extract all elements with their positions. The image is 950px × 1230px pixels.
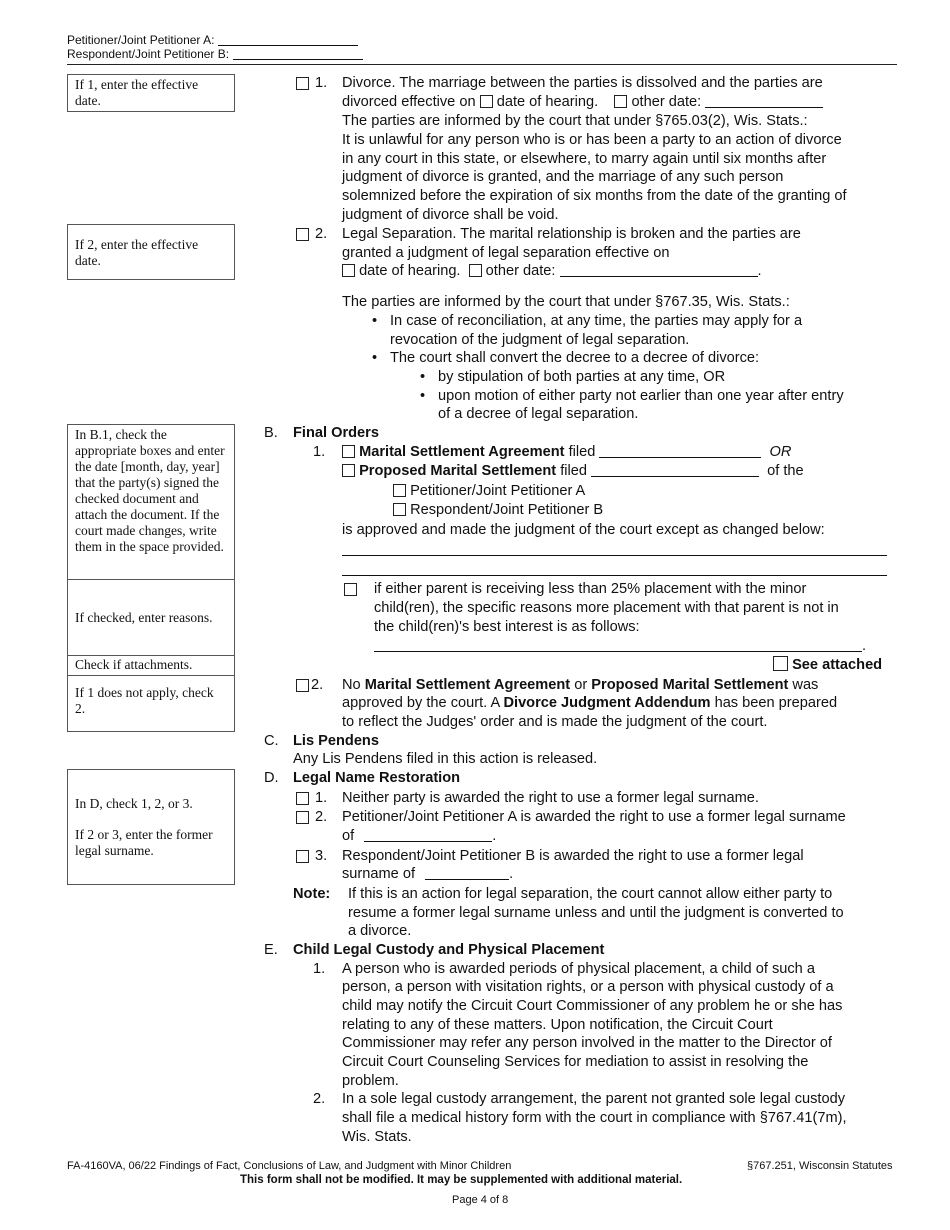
d2-of: of: [342, 828, 355, 844]
e1-line5: Circuit Court Counseling Services for mediation to assist in resolving the: [342, 1054, 809, 1070]
b1-approved: is approved and made the judgment of the court except as changed below:: [342, 522, 825, 538]
b1-pms-line: [342, 462, 804, 481]
placement-line2: child(ren), the specific reasons more placement with that parent is not in: [374, 600, 839, 616]
note-label: Note:: [293, 886, 331, 902]
msa-filed-date-field[interactable]: [599, 444, 761, 458]
pms-label: Proposed Marital Settlement: [359, 463, 557, 479]
a1-number: 1.: [315, 75, 328, 91]
e1-line1: person, a person with visitation rights, or a person with physical custody of a: [342, 979, 834, 995]
b2-was: was: [792, 677, 819, 693]
e1-number: 1.: [313, 961, 326, 977]
separation-date-of-hearing-checkbox[interactable]: [342, 264, 355, 277]
d-title: Legal Name Restoration: [293, 770, 461, 786]
a2-bullet4a: • upon motion of either party not earlier than one year after entry: [438, 387, 844, 406]
d3-surname-field[interactable]: [425, 866, 509, 880]
b2-prepared: has been prepared: [714, 695, 838, 711]
pms-respondent-b-checkbox[interactable]: [393, 503, 406, 516]
separation-other-date-field[interactable]: [560, 263, 758, 277]
b2-no: No: [342, 677, 361, 693]
e2-number: 2.: [313, 1091, 326, 1107]
b-title: Final Orders: [293, 425, 379, 441]
see-attached-checkbox[interactable]: [773, 656, 788, 671]
footer-statute: §767.251, Wisconsin Statutes: [747, 1160, 893, 1172]
d2-surname-field[interactable]: [364, 828, 492, 842]
b2-line1: [342, 676, 818, 695]
b2-line2: [342, 694, 837, 713]
respondent-label: Respondent/Joint Petitioner B:: [67, 47, 230, 61]
d2-line1: Petitioner/Joint Petitioner A is awarded the right to use a former legal surname: [342, 809, 846, 825]
msa-filed-label: filed: [568, 444, 596, 460]
e2-line2: Wis. Stats.: [342, 1129, 412, 1145]
d2-number: 2.: [315, 809, 328, 825]
divorce-date-of-hearing-label: date of hearing.: [496, 94, 599, 110]
b2-dja: Divorce Judgment Addendum: [503, 695, 711, 711]
pms-filed-label: filed: [560, 463, 587, 479]
b2-approved: approved by the court. A: [342, 695, 500, 711]
footer-notice: This form shall not be modified. It may be supplemented with additional material.: [240, 1174, 683, 1186]
pms-petitioner-a-checkbox[interactable]: [393, 484, 406, 497]
header-rule: [67, 64, 897, 65]
b1-msa-line: [342, 443, 791, 462]
sidebar-box-7: [67, 769, 235, 885]
sidebar-box-6: If 1 does not apply, check 2.: [67, 676, 235, 732]
footer-form-id: FA-4160VA, 06/22 Findings of Fact, Conclusions of Law, and Judgment with Minor Children: [67, 1160, 512, 1172]
msa-label: Marital Settlement Agreement: [359, 444, 565, 460]
a2-bullet4b: of a decree of legal separation.: [438, 406, 639, 422]
sidebar-box-2: If 2, enter the effective date.: [67, 224, 235, 280]
a2-bullet2: • The court shall convert the decree to a decree of divorce:: [390, 349, 759, 368]
b2-line3: to reflect the Judges' order and is made the judgment of the court.: [342, 714, 768, 730]
a1-line8: judgment of divorce shall be void.: [342, 207, 559, 223]
a2-bullet1a: • In case of reconciliation, at any time, the parties may apply for a: [390, 312, 802, 331]
placement-line3: the child(ren)'s best interest is as follows:: [374, 619, 640, 635]
e1-line4: Commissioner may refer any person involved in the matter to the Director of: [342, 1035, 832, 1051]
d3-checkbox[interactable]: [296, 850, 309, 863]
a1-line5: in any court in this state, or elsewhere, to marry again until six months after: [342, 151, 827, 167]
d3-line1: Respondent/Joint Petitioner B is awarded the right to use a former legal: [342, 848, 804, 864]
e2-line1: shall file a medical history form with the court in compliance with §767.41(7m),: [342, 1110, 847, 1126]
a2-line3: date of hearing. other date: .: [342, 262, 762, 281]
divorce-other-date-label: other date:: [631, 94, 702, 110]
b2-or: or: [574, 677, 588, 693]
note-line1: If this is an action for legal separation, the court cannot allow either party to: [348, 886, 833, 902]
divorce-checkbox[interactable]: [296, 77, 309, 90]
note-line2: resume a former legal surname unless and until the judgment is converted to: [348, 905, 844, 921]
d2-checkbox[interactable]: [296, 811, 309, 824]
divorce-other-date-checkbox[interactable]: [614, 95, 627, 108]
a1-line6: judgment of divorce is granted, and the marriage of any such person: [342, 169, 784, 185]
d-letter: D.: [264, 770, 279, 786]
a2-line4: The parties are informed by the court that under §767.35, Wis. Stats.:: [342, 294, 790, 310]
d1-checkbox[interactable]: [296, 792, 309, 805]
separation-date-of-hearing-label: date of hearing.: [359, 263, 461, 279]
see-attached-label: See attached: [792, 657, 883, 673]
divorce-date-of-hearing-checkbox[interactable]: [480, 95, 493, 108]
b2-msa: Marital Settlement Agreement: [364, 677, 571, 693]
pms-filed-date-field[interactable]: [591, 463, 759, 477]
d3-number: 3.: [315, 848, 328, 864]
sidebar-box-4: If checked, enter reasons.: [67, 580, 235, 656]
c-title: Lis Pendens: [293, 733, 379, 749]
placement-reasons-field[interactable]: [374, 651, 862, 652]
sidebar-box-3: In B.1, check the appropriate boxes and enter the date [month, day, year] that the party(s) signed the checked document and attach the document. If the court made changes, write them in the space provided.: [67, 424, 235, 580]
a2-bullet1b: revocation of the judgment of legal separation.: [390, 332, 690, 348]
b1-resp-b-line: [393, 501, 603, 520]
a2-line1: Legal Separation. The marital relationship is broken and the parties are: [342, 226, 801, 242]
pms-of-the: of the: [767, 463, 804, 479]
b2-number: 2.: [311, 677, 324, 693]
changes-line-2[interactable]: [342, 575, 887, 576]
e-title: Child Legal Custody and Physical Placement: [293, 942, 605, 958]
a1-line2: [342, 93, 823, 112]
sidebar-box-7-line1: In D, check 1, 2, or 3.: [75, 796, 193, 811]
placement-line1: if either parent is receiving less than 25% placement with the minor: [374, 581, 807, 597]
placement-reasons-checkbox[interactable]: [344, 583, 357, 596]
a2-bullet3: • by stipulation of both parties at any time, OR: [438, 368, 725, 387]
no-msa-checkbox[interactable]: [296, 679, 309, 692]
petitioner-field[interactable]: [218, 34, 358, 46]
e1-line0: A person who is awarded periods of physical placement, a child of such a: [342, 961, 815, 977]
a1-line1: Divorce. The marriage between the parties is dissolved and the parties are: [342, 75, 823, 91]
c-text: Any Lis Pendens filed in this action is released.: [293, 751, 598, 767]
b2-pms: Proposed Marital Settlement: [591, 677, 789, 693]
a1-line4: It is unlawful for any person who is or has been a party to an action of divorce: [342, 132, 842, 148]
a1-line3: The parties are informed by the court that under §765.03(2), Wis. Stats.:: [342, 113, 808, 129]
d2-line2: of .: [342, 828, 497, 844]
a2-number: 2.: [315, 226, 328, 242]
pms-petitioner-a-label: Petitioner/Joint Petitioner A: [410, 483, 586, 499]
d1-text: Neither party is awarded the right to use a former legal surname.: [342, 790, 759, 806]
pms-respondent-b-label: Respondent/Joint Petitioner B: [410, 502, 604, 518]
d3-surname-of: surname of: [342, 866, 416, 882]
e1-line6: problem.: [342, 1073, 399, 1089]
footer-page: Page 4 of 8: [452, 1194, 509, 1206]
divorced-effective-label: divorced effective on: [342, 94, 476, 110]
sidebar-box-1: If 1, enter the effective date.: [67, 74, 235, 112]
header: [67, 33, 363, 61]
divorce-other-date-field[interactable]: [705, 94, 823, 108]
sidebar-box-7-line2: If 2 or 3, enter the former legal surname.: [75, 827, 213, 858]
b1-pet-a-line: [393, 482, 585, 501]
respondent-field[interactable]: [233, 48, 363, 60]
petitioner-label: Petitioner/Joint Petitioner A:: [67, 33, 215, 47]
pms-checkbox[interactable]: [342, 464, 355, 477]
see-attached-line: [773, 656, 882, 675]
msa-checkbox[interactable]: [342, 445, 355, 458]
e1-line2: child may notify the Circuit Court Commissioner of any problem he or she has: [342, 998, 843, 1014]
placement-period: .: [862, 638, 867, 654]
note-line3: a divorce.: [348, 923, 412, 939]
e2-line0: In a sole legal custody arrangement, the parent not granted sole legal custody: [342, 1091, 845, 1107]
b1-number: 1.: [313, 444, 326, 460]
d3-line2: surname of .: [342, 866, 514, 882]
sidebar-box-5: Check if attachments.: [67, 656, 235, 676]
d1-number: 1.: [315, 790, 328, 806]
a2-line2: granted a judgment of legal separation effective on: [342, 245, 670, 261]
legal-separation-checkbox[interactable]: [296, 228, 309, 241]
c-letter: C.: [264, 733, 279, 749]
msa-or: OR: [769, 444, 792, 460]
a1-line7: solemnized before the expiration of six months from the date of the granting of: [342, 188, 847, 204]
b-letter: B.: [264, 425, 278, 441]
e-letter: E.: [264, 942, 278, 958]
separation-other-date-label: other date:: [485, 263, 556, 279]
separation-other-date-checkbox[interactable]: [469, 264, 482, 277]
changes-line-1[interactable]: [342, 555, 887, 556]
e1-line3: relating to any of these matters. Upon notification, the Circuit Court: [342, 1017, 773, 1033]
